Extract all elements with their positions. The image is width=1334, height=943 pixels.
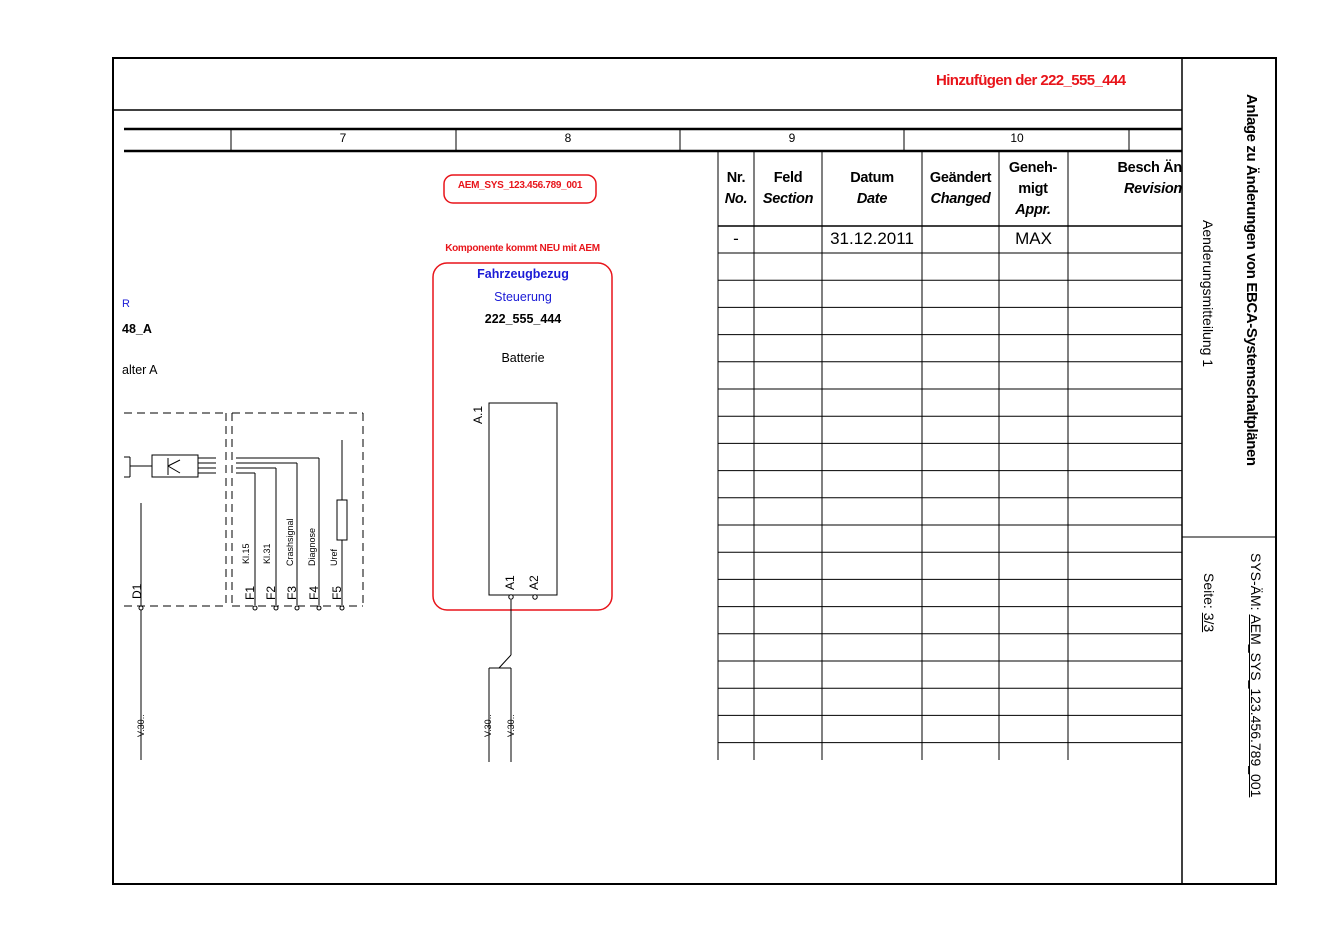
pin-a1-dot [509, 595, 513, 599]
change-notice-title: Hinzufügen der 222_555_444 [936, 72, 1126, 89]
header-nr-de: Nr. [726, 170, 746, 186]
header-beschreibung [1100, 158, 1182, 200]
header-nr [718, 168, 754, 210]
title-block-page [1201, 573, 1217, 632]
pin-f4-label: F4 [307, 585, 321, 600]
signal-uref-label: Uref [329, 548, 339, 566]
component-category: Steuerung [494, 290, 552, 304]
column-number-10: 10 [1010, 131, 1024, 145]
sys-label: SYS-ÄM: [1248, 553, 1264, 611]
row-1-genehmigt: MAX [1015, 229, 1052, 248]
column-number-7: 7 [339, 131, 347, 145]
header-geaendert [922, 168, 999, 210]
pin-f1-label: F1 [243, 585, 257, 600]
v30-a-label: V.30.. [483, 714, 493, 737]
sys-value: AEM_SYS_123.456.789_001 [1248, 614, 1264, 798]
title-block-sys [1248, 553, 1264, 797]
left-schalter: alter A [122, 363, 158, 377]
left-r-mark: R [122, 298, 130, 310]
signal-kl15-label: Kl.15 [241, 543, 251, 564]
column-number-8: 8 [564, 131, 572, 145]
revision-table-rows [718, 253, 1182, 743]
header-beschreibung-de: Besch Än [1117, 160, 1182, 176]
pin-a1-label: A1 [503, 575, 517, 590]
row-1-nr: - [733, 229, 739, 248]
pin-a2-label: A2 [527, 575, 541, 590]
header-beschreibung-en: Revision [1123, 181, 1182, 197]
v30-left-label: V.30.. [136, 714, 146, 737]
batterie-wiring [489, 600, 511, 762]
connector-label: A.1 [471, 405, 485, 424]
page-label: Seite: [1201, 573, 1217, 609]
left-label-a: 48_A [122, 322, 152, 336]
signal-crashsignal-label: Crashsignal [285, 518, 295, 566]
header-feld-en: Section [762, 191, 814, 207]
revision-table-grid [718, 151, 1182, 760]
header-datum-en: Date [856, 191, 888, 207]
header-feld [754, 168, 822, 210]
header-feld-de: Feld [773, 170, 803, 186]
component-number: 222_555_444 [484, 312, 562, 326]
title-block-subtitle: Aenderungsmitteilung 1 [1200, 220, 1216, 368]
signal-diagnose-label: Diagnose [307, 527, 317, 566]
component-note: Komponente kommt NEU mit AEM [445, 243, 600, 254]
pin-f3-label: F3 [285, 585, 299, 600]
pin-f5-label: F5 [330, 585, 344, 600]
pin-a2-dot [533, 595, 537, 599]
page-value: 3/3 [1201, 612, 1217, 633]
pin-d1-label: D1 [130, 583, 144, 599]
header-datum-de: Datum [850, 170, 894, 186]
column-number-9: 9 [788, 131, 796, 145]
header-geaendert-de: Geändert [929, 170, 992, 186]
header-genehmigt-de: Geneh- migt [1008, 160, 1058, 197]
row-1-datum: 31.12.2011 [830, 229, 914, 248]
title-block-main-title: Anlage zu Änderungen von EBCA-Systemschaltplänen [1243, 94, 1260, 466]
batterie-symbol [489, 403, 557, 595]
left-pin-dots [139, 606, 344, 610]
pin-f2-label: F2 [264, 585, 278, 600]
header-datum [822, 168, 922, 210]
component-reference: AEM_SYS_123.456.789_001 [457, 180, 583, 191]
vehicle-reference: Fahrzeugbezug [477, 267, 569, 281]
component-name: Batterie [501, 351, 545, 365]
v30-b-label: V.30.. [506, 714, 516, 737]
header-nr-en: No. [724, 191, 748, 207]
header-geaendert-en: Changed [930, 191, 991, 207]
header-genehmigt-en: Appr. [1015, 202, 1051, 218]
signal-kl31-label: Kl.31 [262, 543, 272, 564]
header-genehmigt [1004, 158, 1062, 221]
